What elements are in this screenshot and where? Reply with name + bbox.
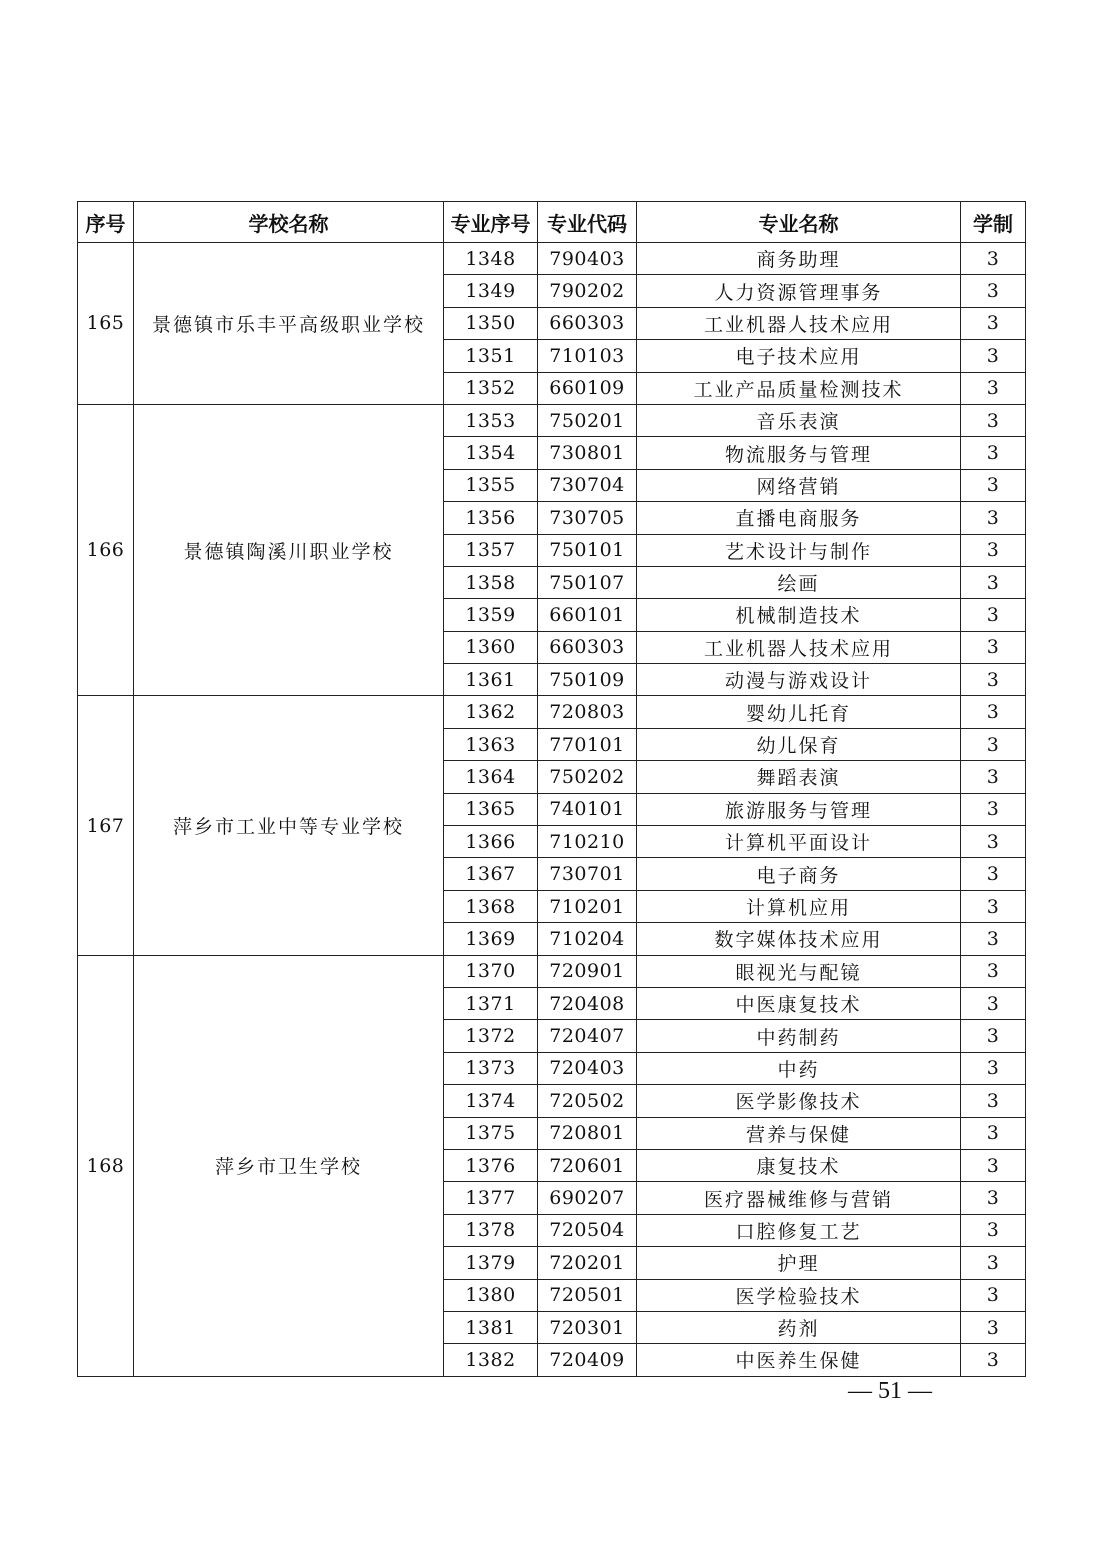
- major-name-cell: 中药: [637, 1052, 961, 1084]
- major-name-cell: 医学检验技术: [637, 1279, 961, 1311]
- duration-cell: 3: [961, 826, 1026, 858]
- major-name-cell: 计算机平面设计: [637, 826, 961, 858]
- major-name-cell: 中医康复技术: [637, 987, 961, 1019]
- table-row: [78, 955, 1026, 987]
- major-code-cell: 730801: [538, 437, 637, 469]
- major-code-cell: 750107: [538, 566, 637, 598]
- major-code-cell: 720301: [538, 1311, 637, 1343]
- table-body: [78, 243, 1026, 1377]
- major-code-cell: 740101: [538, 793, 637, 825]
- duration-cell: 3: [961, 437, 1026, 469]
- major-code-cell: 660109: [538, 372, 637, 404]
- major-code-cell: 710210: [538, 826, 637, 858]
- page-number: — 51 —: [848, 1378, 932, 1404]
- major-seq-cell: 1354: [444, 437, 538, 469]
- major-seq-cell: 1349: [444, 275, 538, 307]
- duration-cell: 3: [961, 761, 1026, 793]
- duration-cell: 3: [961, 858, 1026, 890]
- duration-cell: 3: [961, 728, 1026, 760]
- major-name-cell: 动漫与游戏设计: [637, 664, 961, 696]
- duration-cell: 3: [961, 275, 1026, 307]
- school-name-cell: 萍乡市工业中等专业学校: [134, 696, 444, 955]
- duration-cell: 3: [961, 955, 1026, 987]
- major-name-cell: 电子技术应用: [637, 340, 961, 372]
- major-seq-cell: 1370: [444, 955, 538, 987]
- major-name-cell: 婴幼儿托育: [637, 696, 961, 728]
- school-index-cell: 166: [78, 404, 134, 696]
- major-code-cell: 660303: [538, 307, 637, 339]
- major-name-cell: 数字媒体技术应用: [637, 923, 961, 955]
- major-code-cell: 750109: [538, 664, 637, 696]
- table-header: [78, 202, 1026, 243]
- major-code-cell: 750202: [538, 761, 637, 793]
- school-index-cell: 168: [78, 955, 134, 1376]
- major-code-cell: 690207: [538, 1182, 637, 1214]
- major-seq-cell: 1374: [444, 1085, 538, 1117]
- header-index: 序号: [78, 202, 134, 243]
- duration-cell: 3: [961, 923, 1026, 955]
- major-seq-cell: 1355: [444, 469, 538, 501]
- major-name-cell: 电子商务: [637, 858, 961, 890]
- duration-cell: 3: [961, 1279, 1026, 1311]
- duration-cell: 3: [961, 1020, 1026, 1052]
- major-seq-cell: 1361: [444, 664, 538, 696]
- major-seq-cell: 1348: [444, 243, 538, 275]
- major-seq-cell: 1367: [444, 858, 538, 890]
- major-seq-cell: 1366: [444, 826, 538, 858]
- major-name-cell: 商务助理: [637, 243, 961, 275]
- major-seq-cell: 1369: [444, 923, 538, 955]
- duration-cell: 3: [961, 1182, 1026, 1214]
- major-seq-cell: 1373: [444, 1052, 538, 1084]
- major-name-cell: 营养与保健: [637, 1117, 961, 1149]
- major-name-cell: 计算机应用: [637, 890, 961, 922]
- major-code-cell: 710201: [538, 890, 637, 922]
- major-seq-cell: 1376: [444, 1149, 538, 1181]
- table-row: [78, 243, 1026, 275]
- major-seq-cell: 1379: [444, 1247, 538, 1279]
- major-code-cell: 770101: [538, 728, 637, 760]
- major-code-cell: 660101: [538, 599, 637, 631]
- duration-cell: 3: [961, 1311, 1026, 1343]
- major-seq-cell: 1353: [444, 404, 538, 436]
- major-code-cell: 720504: [538, 1214, 637, 1246]
- major-name-cell: 绘画: [637, 566, 961, 598]
- major-code-cell: 720501: [538, 1279, 637, 1311]
- major-name-cell: 中医养生保健: [637, 1344, 961, 1376]
- duration-cell: 3: [961, 307, 1026, 339]
- major-name-cell: 康复技术: [637, 1149, 961, 1181]
- major-code-cell: 720409: [538, 1344, 637, 1376]
- major-seq-cell: 1360: [444, 631, 538, 663]
- header-duration: 学制: [961, 202, 1026, 243]
- major-code-cell: 720407: [538, 1020, 637, 1052]
- duration-cell: 3: [961, 987, 1026, 1019]
- duration-cell: 3: [961, 534, 1026, 566]
- major-seq-cell: 1350: [444, 307, 538, 339]
- duration-cell: 3: [961, 340, 1026, 372]
- major-name-cell: 工业产品质量检测技术: [637, 372, 961, 404]
- major-seq-cell: 1352: [444, 372, 538, 404]
- duration-cell: 3: [961, 1214, 1026, 1246]
- school-index-cell: 167: [78, 696, 134, 955]
- major-name-cell: 医疗器械维修与营销: [637, 1182, 961, 1214]
- duration-cell: 3: [961, 631, 1026, 663]
- major-name-cell: 护理: [637, 1247, 961, 1279]
- major-code-cell: 720502: [538, 1085, 637, 1117]
- major-code-cell: 790403: [538, 243, 637, 275]
- duration-cell: 3: [961, 404, 1026, 436]
- major-name-cell: 物流服务与管理: [637, 437, 961, 469]
- school-name-cell: 景德镇市乐丰平高级职业学校: [134, 243, 444, 405]
- major-code-cell: 730705: [538, 502, 637, 534]
- header-major-code: 专业代码: [538, 202, 637, 243]
- major-code-cell: 750101: [538, 534, 637, 566]
- major-code-cell: 720408: [538, 987, 637, 1019]
- major-code-cell: 720403: [538, 1052, 637, 1084]
- major-code-cell: 720803: [538, 696, 637, 728]
- major-name-cell: 音乐表演: [637, 404, 961, 436]
- major-code-cell: 750201: [538, 404, 637, 436]
- major-seq-cell: 1359: [444, 599, 538, 631]
- header-major-seq: 专业序号: [444, 202, 538, 243]
- major-code-cell: 730701: [538, 858, 637, 890]
- major-seq-cell: 1380: [444, 1279, 538, 1311]
- duration-cell: 3: [961, 1085, 1026, 1117]
- major-code-cell: 660303: [538, 631, 637, 663]
- major-seq-cell: 1377: [444, 1182, 538, 1214]
- major-seq-cell: 1382: [444, 1344, 538, 1376]
- header-major-name: 专业名称: [637, 202, 961, 243]
- duration-cell: 3: [961, 243, 1026, 275]
- major-code-cell: 720601: [538, 1149, 637, 1181]
- major-code-cell: 790202: [538, 275, 637, 307]
- major-seq-cell: 1375: [444, 1117, 538, 1149]
- major-seq-cell: 1368: [444, 890, 538, 922]
- duration-cell: 3: [961, 1247, 1026, 1279]
- duration-cell: 3: [961, 664, 1026, 696]
- major-name-cell: 工业机器人技术应用: [637, 631, 961, 663]
- major-seq-cell: 1364: [444, 761, 538, 793]
- major-code-cell: 730704: [538, 469, 637, 501]
- duration-cell: 3: [961, 696, 1026, 728]
- school-name-cell: 萍乡市卫生学校: [134, 955, 444, 1376]
- major-name-cell: 舞蹈表演: [637, 761, 961, 793]
- major-name-cell: 网络营销: [637, 469, 961, 501]
- major-seq-cell: 1372: [444, 1020, 538, 1052]
- major-code-cell: 720201: [538, 1247, 637, 1279]
- major-seq-cell: 1351: [444, 340, 538, 372]
- major-listing-table: [77, 201, 1026, 1377]
- major-seq-cell: 1356: [444, 502, 538, 534]
- major-name-cell: 艺术设计与制作: [637, 534, 961, 566]
- major-seq-cell: 1371: [444, 987, 538, 1019]
- major-name-cell: 直播电商服务: [637, 502, 961, 534]
- major-seq-cell: 1381: [444, 1311, 538, 1343]
- major-name-cell: 旅游服务与管理: [637, 793, 961, 825]
- major-seq-cell: 1358: [444, 566, 538, 598]
- major-name-cell: 眼视光与配镜: [637, 955, 961, 987]
- duration-cell: 3: [961, 372, 1026, 404]
- duration-cell: 3: [961, 1344, 1026, 1376]
- major-seq-cell: 1365: [444, 793, 538, 825]
- school-name-cell: 景德镇陶溪川职业学校: [134, 404, 444, 696]
- major-name-cell: 幼儿保育: [637, 728, 961, 760]
- duration-cell: 3: [961, 599, 1026, 631]
- header-school-name: 学校名称: [134, 202, 444, 243]
- major-code-cell: 720801: [538, 1117, 637, 1149]
- major-name-cell: 中药制药: [637, 1020, 961, 1052]
- major-name-cell: 工业机器人技术应用: [637, 307, 961, 339]
- duration-cell: 3: [961, 502, 1026, 534]
- major-name-cell: 机械制造技术: [637, 599, 961, 631]
- duration-cell: 3: [961, 1117, 1026, 1149]
- duration-cell: 3: [961, 890, 1026, 922]
- major-code-cell: 710103: [538, 340, 637, 372]
- major-seq-cell: 1378: [444, 1214, 538, 1246]
- duration-cell: 3: [961, 1149, 1026, 1181]
- school-index-cell: 165: [78, 243, 134, 405]
- duration-cell: 3: [961, 1052, 1026, 1084]
- major-seq-cell: 1363: [444, 728, 538, 760]
- table-row: [78, 404, 1026, 436]
- major-name-cell: 药剂: [637, 1311, 961, 1343]
- major-name-cell: 医学影像技术: [637, 1085, 961, 1117]
- duration-cell: 3: [961, 469, 1026, 501]
- duration-cell: 3: [961, 566, 1026, 598]
- major-code-cell: 720901: [538, 955, 637, 987]
- major-name-cell: 人力资源管理事务: [637, 275, 961, 307]
- major-seq-cell: 1362: [444, 696, 538, 728]
- table-row: [78, 696, 1026, 728]
- major-code-cell: 710204: [538, 923, 637, 955]
- major-name-cell: 口腔修复工艺: [637, 1214, 961, 1246]
- major-seq-cell: 1357: [444, 534, 538, 566]
- header-row: [78, 202, 1026, 243]
- duration-cell: 3: [961, 793, 1026, 825]
